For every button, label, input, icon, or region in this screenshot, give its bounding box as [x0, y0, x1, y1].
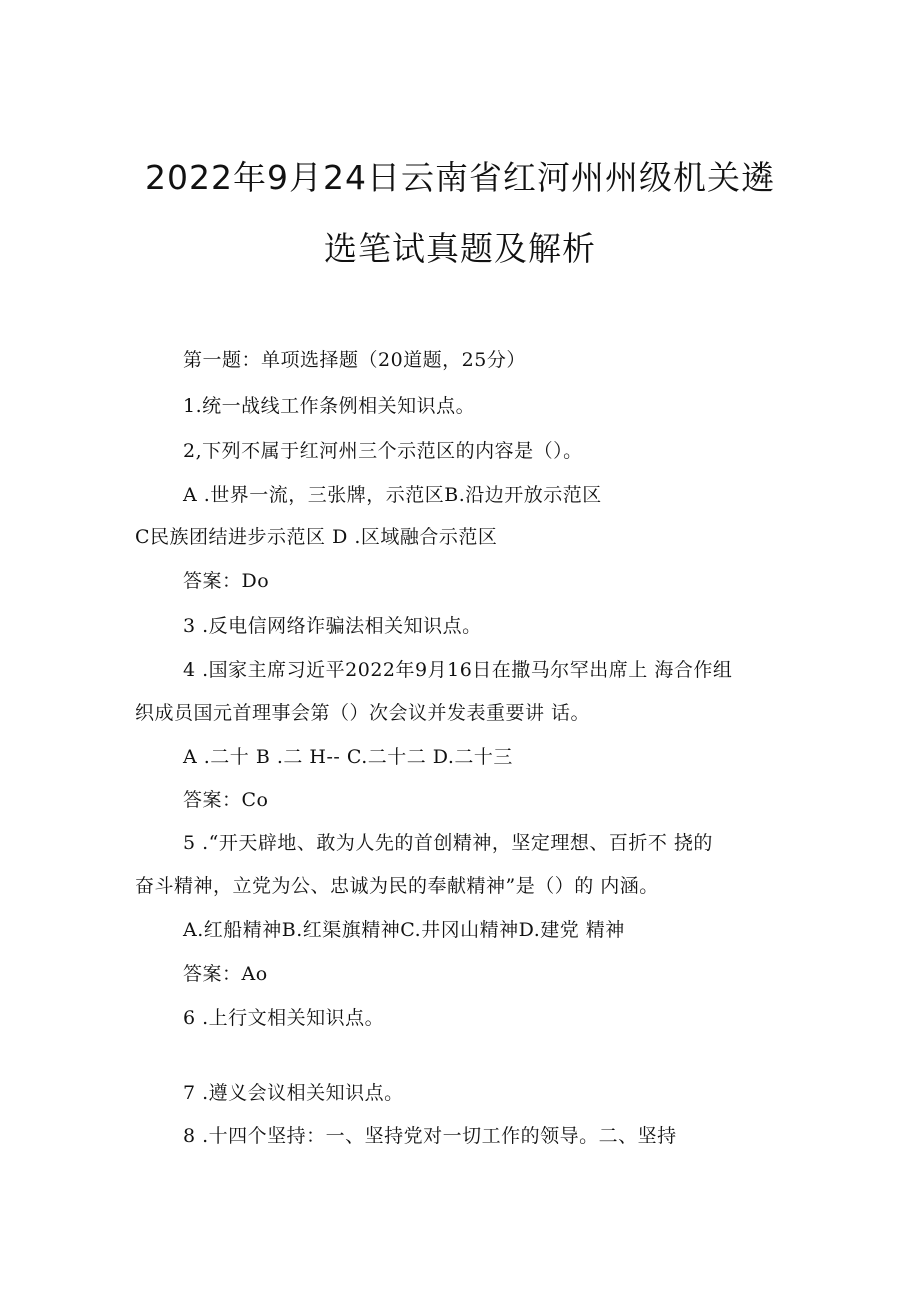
question-4-line-1: 4 .国家主席习近平2022年9月16日在撒马尔罕出席上 海合作组 — [183, 659, 733, 681]
question-3: 3 .反电信网络诈骗法相关知识点。 — [183, 615, 482, 637]
question-5-options: A.红船精神B.红渠旗精神C.井冈山精神D.建党 精神 — [183, 919, 625, 941]
document-title-line-2: 选笔试真题及解析 — [324, 229, 596, 268]
question-4-line-2: 织成员国元首理事会第（）次会议并发表重要讲 话。 — [135, 702, 591, 724]
question-6: 6 .上行文相关知识点。 — [183, 1007, 385, 1029]
question-2-options-cd: C民族团结进步示范区 D .区域融合示范区 — [135, 526, 498, 548]
question-2: 2,下列不属于红河州三个示范区的内容是（）。 — [183, 440, 583, 462]
question-7: 7 .遵义会议相关知识点。 — [183, 1082, 404, 1104]
section-heading: 第一题：单项选择题（20道题，25分） — [183, 349, 526, 371]
question-5-line-1: 5 .“开天辟地、敢为人先的首创精神，坚定理想、百折不 挠的 — [183, 832, 713, 854]
document-title-line-1: 2022年9月24日云南省红河州州级机关遴 — [145, 158, 775, 197]
question-4-answer: 答案：Co — [183, 789, 269, 811]
question-2-options-ab: A .世界一流，三张牌，示范区B.沿边开放示范区 — [183, 484, 602, 506]
question-4-options: A .二十 B .二 H-- C.二十二 D.二十三 — [183, 746, 513, 768]
question-2-answer: 答案：Do — [183, 570, 270, 592]
question-5-line-2: 奋斗精神，立党为公、忠诚为民的奉献精神”是（）的 内涵。 — [135, 875, 659, 897]
question-5-answer: 答案：Ao — [183, 963, 268, 985]
question-1: 1.统一战线工作条例相关知识点。 — [183, 395, 476, 417]
question-8: 8 .十四个坚持：一、坚持党对一切工作的领导。二、坚持 — [183, 1125, 677, 1147]
